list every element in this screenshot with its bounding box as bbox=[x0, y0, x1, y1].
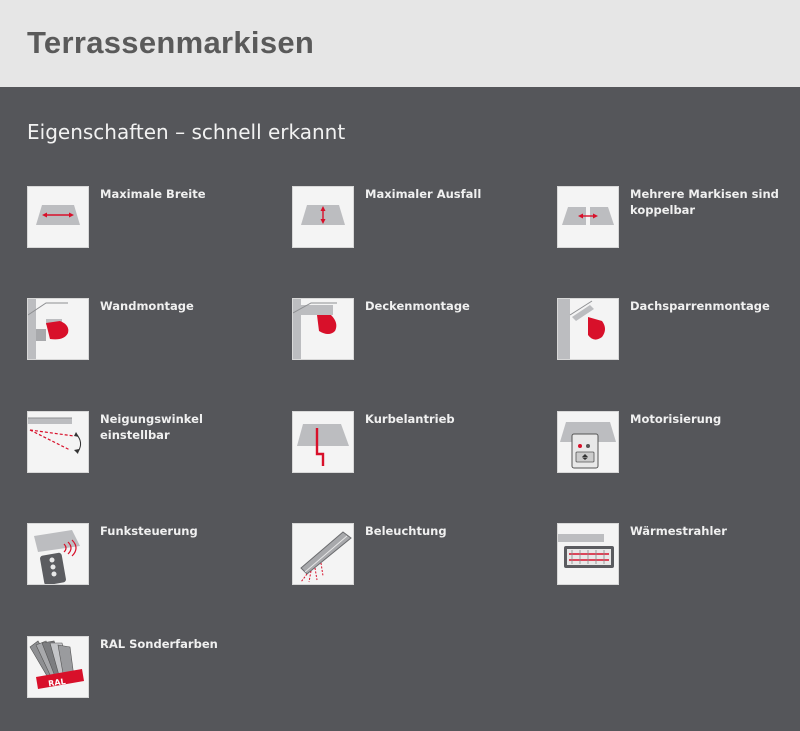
tilt-angle-icon bbox=[27, 411, 89, 473]
header-bar bbox=[0, 0, 800, 87]
feature-label: Maximale Breite bbox=[100, 187, 206, 201]
feature-label: Motorisierung bbox=[630, 412, 722, 426]
remote-control-icon bbox=[27, 523, 89, 585]
feature-label: RAL Sonderfarben bbox=[100, 637, 218, 651]
motor-switch-icon bbox=[557, 411, 619, 473]
heater-icon bbox=[557, 523, 619, 585]
section-subtitle: Eigenschaften – schnell erkannt bbox=[27, 120, 346, 144]
feature-label: Dachsparrenmontage bbox=[630, 299, 770, 313]
feature-label: Maximaler Ausfall bbox=[365, 187, 482, 201]
ceiling-mount-icon bbox=[292, 298, 354, 360]
ral-color-fan-icon bbox=[27, 636, 89, 698]
feature-label: Funksteuerung bbox=[100, 524, 198, 538]
crank-drive-icon bbox=[292, 411, 354, 473]
feature-label: Kurbelantrieb bbox=[365, 412, 455, 426]
max-width-icon bbox=[27, 186, 89, 248]
feature-label: Beleuchtung bbox=[365, 524, 447, 538]
wall-mount-icon bbox=[27, 298, 89, 360]
max-projection-icon bbox=[292, 186, 354, 248]
feature-label: Deckenmontage bbox=[365, 299, 470, 313]
feature-label: Mehrere Markisen sind koppelbar bbox=[630, 187, 779, 217]
ral-badge-text: RAL bbox=[47, 676, 67, 689]
page-title: Terrassenmarkisen bbox=[27, 25, 315, 60]
feature-label: Neigungswinkel einstellbar bbox=[100, 412, 203, 442]
lighting-icon bbox=[292, 523, 354, 585]
coupling-icon bbox=[557, 186, 619, 248]
feature-label: Wärmestrahler bbox=[630, 524, 727, 538]
rafter-mount-icon bbox=[557, 298, 619, 360]
feature-label: Wandmontage bbox=[100, 299, 194, 313]
